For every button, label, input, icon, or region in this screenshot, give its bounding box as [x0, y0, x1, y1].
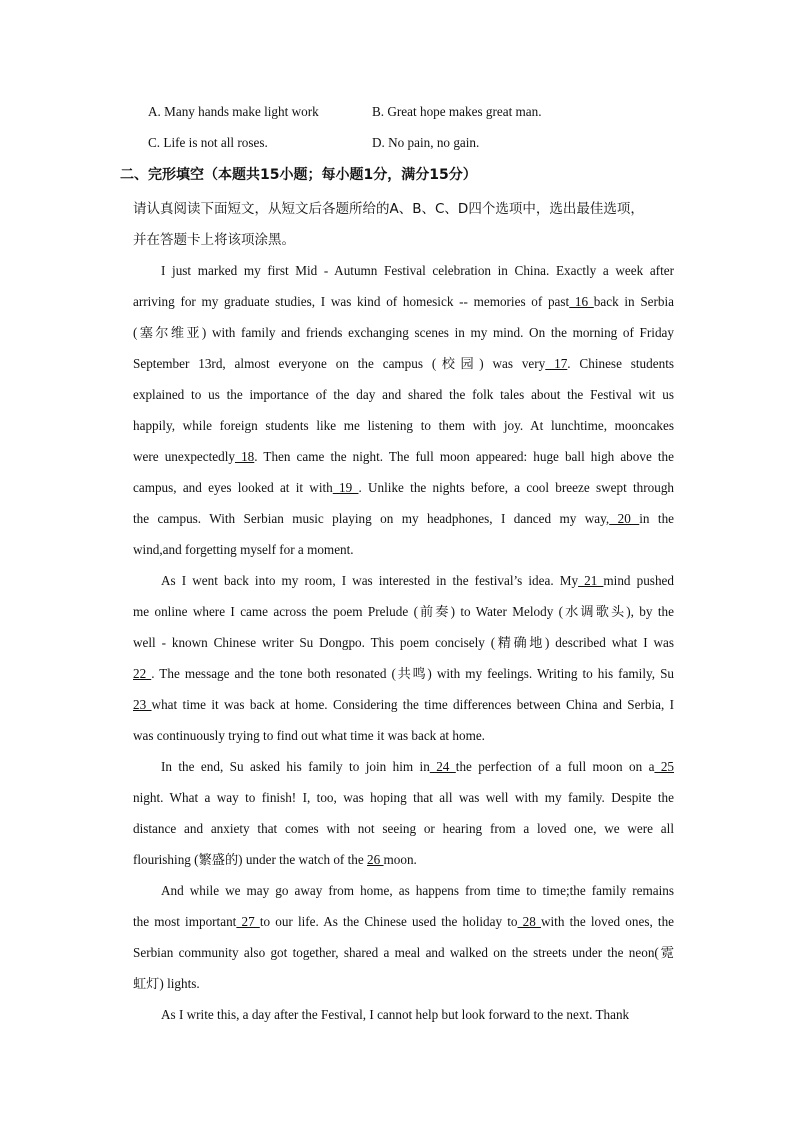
passage-text: 虹灯) lights.: [133, 976, 200, 991]
passage-line: [133, 906, 674, 937]
passage-text: was continuously trying to find out what time it was back at home.: [133, 728, 485, 743]
cloze-blank: 28: [517, 914, 541, 929]
passage-line: [133, 751, 674, 782]
passage-text: And while we may go away from home, as happens from time to time;the family remains: [161, 883, 674, 898]
cloze-blank: 27: [236, 914, 260, 929]
passage-text: . The message and the tone both resonated (共鸣) with my feelings. Writing to his family, Su: [151, 666, 674, 681]
passage-line: [133, 286, 674, 317]
passage-text: with the loved ones, the: [540, 914, 675, 929]
passage-line: [133, 782, 674, 813]
passage-line: [133, 410, 674, 441]
option-d: D. No pain, no gain.: [372, 135, 480, 150]
passage-text: flourishing (繁盛的) under the watch of the: [133, 852, 368, 867]
cloze-blank: 16: [569, 294, 594, 309]
passage-line: [133, 658, 674, 689]
passage-text: in the: [639, 511, 675, 526]
passage-text: As I went back into my room, I was interested in the festival’s idea. My: [161, 573, 579, 588]
passage-line: [133, 565, 674, 596]
option-b: B. Great hope makes great man.: [372, 104, 542, 119]
passage-line: [133, 596, 674, 627]
passage-line: [133, 503, 674, 534]
cloze-blank: 24: [429, 759, 456, 774]
passage-line: [133, 255, 674, 286]
cloze-blank: 19: [332, 480, 359, 495]
passage-line: [133, 844, 674, 875]
instruction-line-1: 请认真阅读下面短文，从短文后各题所给的A、B、C、D四个选项中，选出最佳选项，: [133, 201, 644, 217]
passage-text: night. What a way to finish! I, too, was hoping that all was well with my family. Despite the: [133, 790, 674, 805]
passage-line: [133, 689, 674, 720]
section-heading: 二、完形填空（本题共15小题；每小题1分，满分15分）: [120, 167, 477, 183]
passage-line: [133, 472, 674, 503]
cloze-blank: 21: [578, 573, 604, 588]
passage-line: [133, 379, 674, 410]
passage-line: [133, 720, 674, 751]
passage-text: the campus. With Serbian music playing on my headphones, I danced my way,: [133, 511, 610, 526]
passage-text: what time it was back at home. Considering the time differences between China and Serbia, I: [151, 697, 675, 712]
passage-text: (塞尔维亚) with family and friends exchanging scenes in my mind. On the morning of Friday: [133, 325, 674, 340]
passage-text: were unexpectedly: [133, 449, 235, 464]
instruction-line-2: 并在答题卡上将该项涂黑。: [133, 232, 295, 248]
passage-text: . Then came the night. The full moon appeared: huge ball high above the: [254, 449, 674, 464]
passage-line: [133, 534, 674, 565]
cloze-blank: 17: [545, 356, 568, 371]
passage-line: [133, 968, 674, 999]
passage-text: distance and anxiety that comes with not seeing or hearing from a loved one, we were all: [133, 821, 674, 836]
passage-text: happily, while foreign students like me listening to them with joy. At lunchtime, mooncakes: [133, 418, 674, 433]
passage-line: [133, 317, 674, 348]
passage-text: to our life. As the Chinese used the holiday to: [259, 914, 518, 929]
passage-line: [133, 813, 674, 844]
passage-text: well - known Chinese writer Su Dongpo. This poem concisely (精确地) described what I was: [133, 635, 674, 650]
passage: [133, 255, 674, 1030]
passage-line: [133, 627, 674, 658]
passage-text: arriving for my graduate studies, I was kind of homesick -- memories of past: [133, 294, 570, 309]
passage-text: . Unlike the nights before, a cool breeze swept through: [358, 480, 675, 495]
passage-text: the perfection of a full moon on a: [455, 759, 655, 774]
passage-text: I just marked my first Mid - Autumn Festival celebration in China. Exactly a week after: [161, 263, 674, 278]
passage-line: [133, 441, 674, 472]
passage-text: explained to us the importance of the day and shared the folk tales about the Festival wit us: [133, 387, 674, 402]
passage-text: mind pushed: [603, 573, 674, 588]
passage-text: wind,and forgetting myself for a moment.: [133, 542, 354, 557]
passage-text: me online where I came across the poem Prelude (前奏) to Water Melody (水调歌头), by the: [133, 604, 674, 619]
passage-text: Serbian community also got together, shared a meal and walked on the streets under the neon(霓: [133, 945, 674, 960]
passage-text: September 13rd, almost everyone on the campus (校园) was very: [133, 356, 546, 371]
cloze-blank: 20: [609, 511, 640, 526]
passage-text: In the end, Su asked his family to join him in: [161, 759, 430, 774]
passage-text: . Chinese students: [567, 356, 674, 371]
passage-text: back in Serbia: [593, 294, 675, 309]
cloze-blank: 18: [235, 449, 255, 464]
passage-text: the most important: [133, 914, 237, 929]
cloze-blank: 22: [133, 666, 152, 681]
cloze-blank: 26: [367, 852, 384, 867]
passage-text: moon.: [383, 852, 417, 867]
passage-line: [133, 875, 674, 906]
cloze-blank: 23: [133, 697, 152, 712]
option-a: A. Many hands make light work: [148, 104, 319, 119]
passage-line: [133, 999, 674, 1030]
passage-line: [133, 937, 674, 968]
passage-text: campus, and eyes looked at it with: [133, 480, 333, 495]
passage-line: [133, 348, 674, 379]
option-c: C. Life is not all roses.: [148, 135, 268, 150]
passage-text: As I write this, a day after the Festival, I cannot help but look forward to the next. Thank: [161, 1007, 630, 1022]
cloze-blank: 25: [654, 759, 675, 774]
